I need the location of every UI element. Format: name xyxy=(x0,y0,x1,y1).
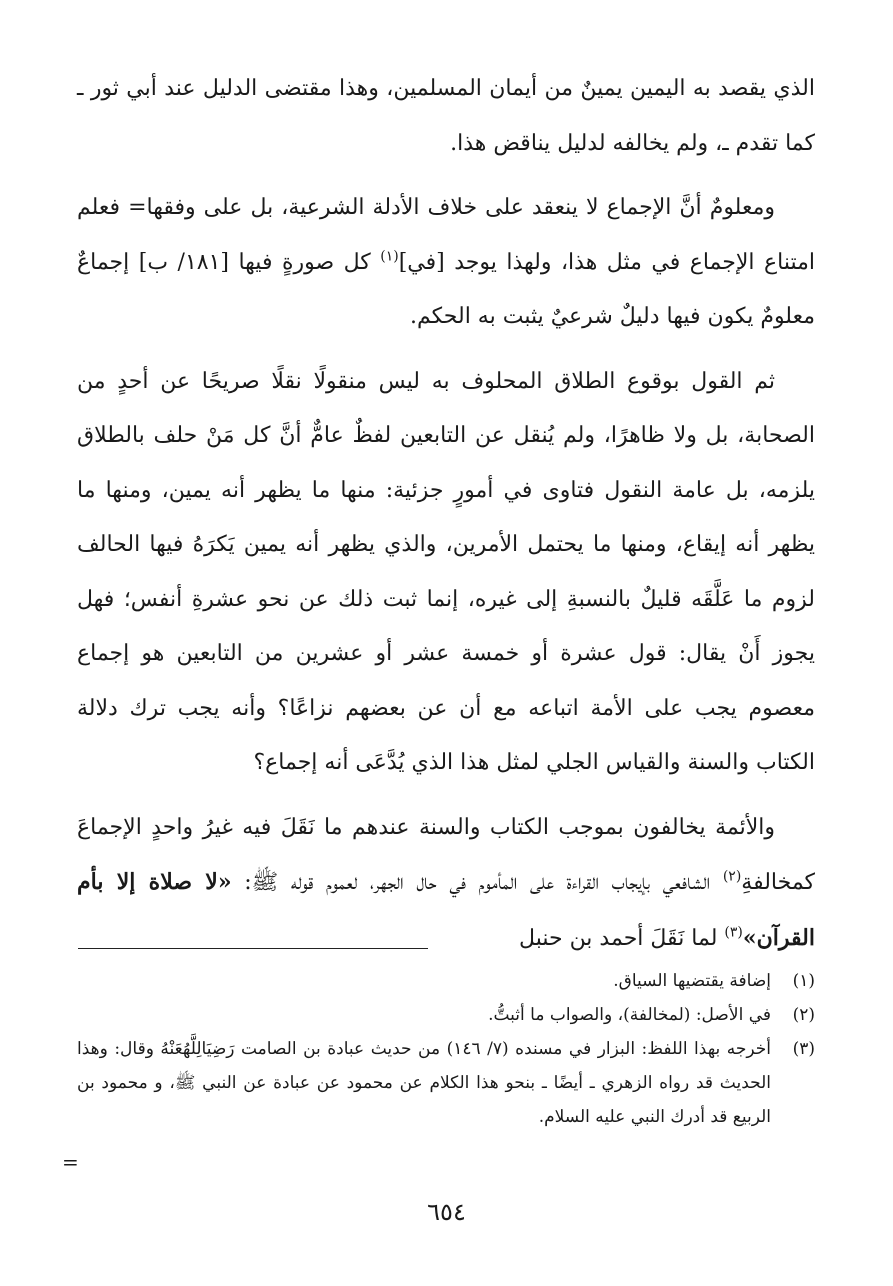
hadith-quote: «لا صلاة إلا بأم القرآن» xyxy=(77,869,815,951)
footnote-number: (٢) xyxy=(792,1005,815,1025)
paragraph-2-part-a: ومعلومٌ أنَّ الإجماع لا ينعقد على خلاف الأدلة الشرعية، بل على وفقها= فعلم امتناع الإجماع في مثل هذا، ولهذا يوجد [في] xyxy=(77,195,815,275)
paragraph-2-part-b: كل صورةٍ فيها [١٨١/ ب] إجماعٌ معلومٌ يكون فيها دليلٌ شرعيٌ يثبت به الحكم. xyxy=(77,249,815,329)
paragraph-2 xyxy=(77,181,815,345)
page-number: ٦٥٤ xyxy=(427,1198,466,1226)
paragraph-4 xyxy=(77,801,815,967)
footnote-number: (١) xyxy=(792,971,815,991)
footnote-text: في الأصل: (لمخالفة)، والصواب ما أثبتُّ. xyxy=(488,1005,771,1025)
footnote-text: أخرجه بهذا اللفظ: البزار في مسنده (٧/ ١٤٦) من حديث عبادة بن الصامت رَضِيَالِلَّهُعَنْهُ وقال: وهذا الحديث قد رواه الزهري ـ أيضًا ـ بنحو هذا الكلام عن محمود عن عبادة عن النبي ﷺ، و محمود بن الربيع قد أدرك النبي عليه السلام. xyxy=(77,1039,771,1127)
footnote-1 xyxy=(77,964,815,998)
footnote-separator xyxy=(78,948,428,949)
footnote-ref-2[interactable]: (٢) xyxy=(722,868,742,885)
footnotes xyxy=(77,964,815,1134)
footnote-text: إضافة يقتضيها السياق. xyxy=(613,971,771,991)
footnote-2 xyxy=(77,998,815,1032)
footnote-ref-3[interactable]: (٣) xyxy=(724,924,743,941)
footnote-3 xyxy=(77,1032,815,1134)
continuation-mark: = xyxy=(62,1150,79,1174)
paragraph-3: ثم القول بوقوع الطلاق المحلوف به ليس منقولًا نقلًا صريحًا عن أحدٍ من الصحابة، بل ولا ظاهرًا، ولم يُنقل عن التابعين لفظٌ عامٌّ أنَّ كل مَنْ حلف بالطلاق يلزمه، بل عامة النقول فتاوى في أمورٍ جزئية: منها ما يظهر أنه يمين، ومنها ما يظهر أنه إيقاع، ومنها ما يحتمل الأمرين، والذي يظهر أنه يمين يَكرَهُ فيها الحالف لزوم ما عَلَّقَه قليلٌ بالنسبةِ إلى غيره، إنما ثبت ذلك عن نحو عشرةِ أنفس؛ فهل يجوز أَنْ يقال: قول عشرة أو خمسة عشر أو عشرين من التابعين هو إجماع معصوم يجب على الأمة اتباعه مع أن عن بعضهم نزاعًا؟ وأنه يجب ترك دلالة الكتاب والسنة والقياس الجلي لمثل هذا الذي يُدَّعَى أنه إجماع؟ xyxy=(77,368,815,775)
paragraph-1: الذي يقصد به اليمين يمينٌ من أيمان المسلمين، وهذا مقتضى الدليل عند أبي ثور ـ كما تقدم ـ، ولم يخالفه لدليل يناقض هذا. xyxy=(77,76,815,156)
paragraph-4-part-b: الشافعي بإيجاب القراءة على المأموم في حال الجهر، لعموم قوله ﷺ: xyxy=(231,870,723,895)
footnote-number: (٣) xyxy=(792,1039,815,1059)
main-text xyxy=(77,62,815,976)
paragraph-4-part-a: والأئمة يخالفون بموجب الكتاب والسنة عندهم ما نَقَلَ فيه غيرُ واحدٍ الإجماعَ كمخالفةِ xyxy=(77,814,816,895)
footnote-ref-1[interactable]: (١) xyxy=(380,248,399,265)
paragraph-4-part-c: لما نَقَلَ أحمد بن حنبل xyxy=(519,925,725,951)
